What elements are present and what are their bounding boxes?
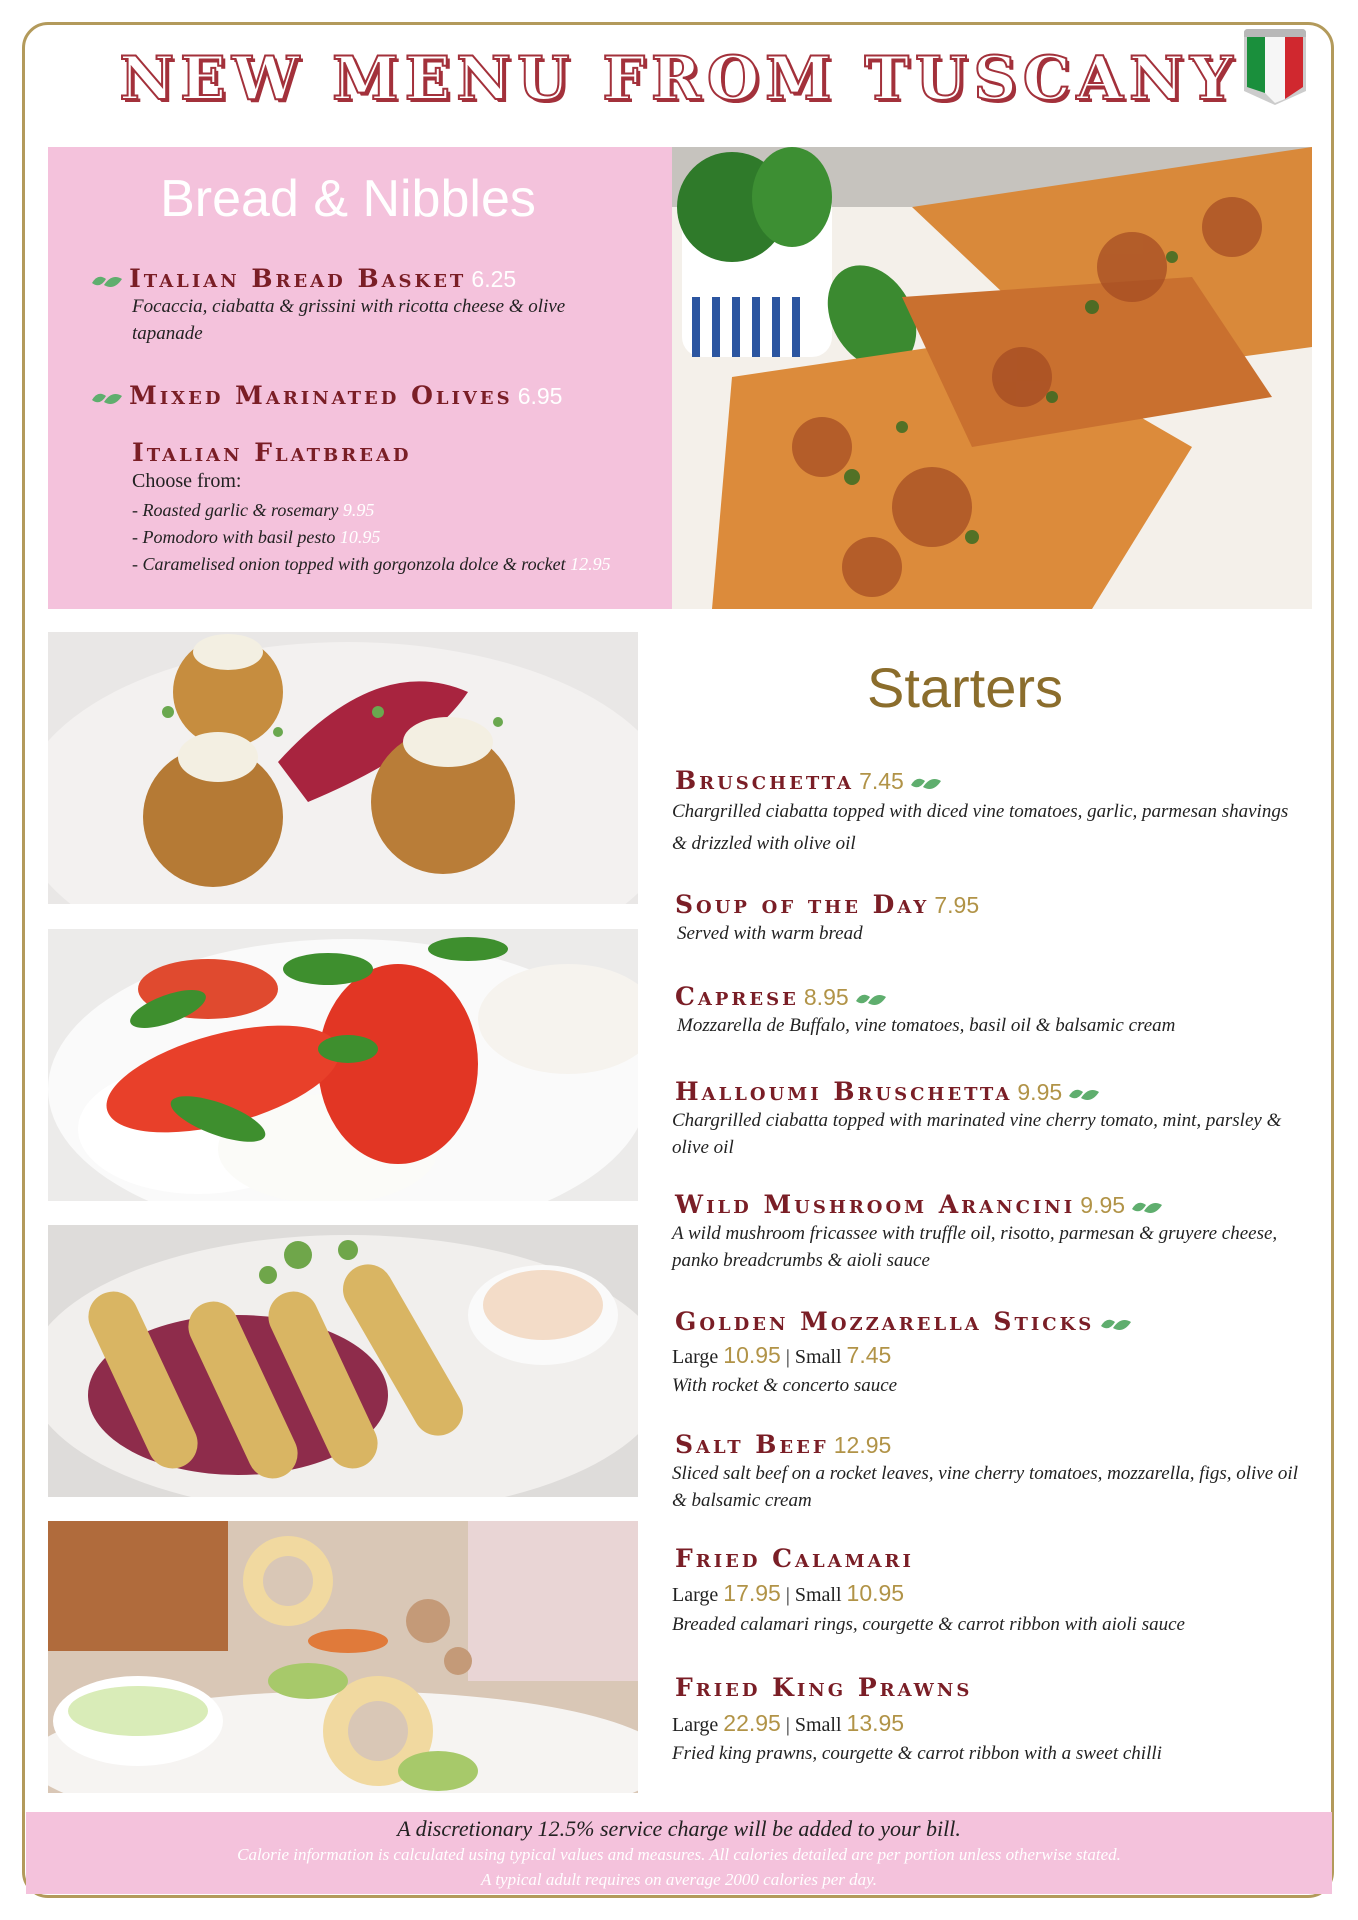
item-description: With rocket & concerto sauce	[672, 1375, 898, 1396]
vegetarian-leaf-icon	[1130, 1199, 1164, 1219]
item-name: Italian Flatbread	[132, 438, 412, 467]
menu-item-halloumi	[675, 1077, 1101, 1106]
item-size-prices: Large 22.95 | Small 13.95	[672, 1710, 905, 1736]
flatbread-option: - Roasted garlic & rosemary 9.95	[132, 500, 375, 520]
calamari-photo	[48, 1521, 638, 1793]
menu-item-flatbread	[132, 438, 412, 467]
item-name: Fried Calamari	[675, 1544, 914, 1573]
item-name: Caprese	[675, 982, 799, 1011]
menu-item-bread-basket	[90, 264, 650, 293]
item-name: Fried King Prawns	[675, 1673, 973, 1702]
item-price: 9.95	[1080, 1192, 1126, 1218]
menu-item-salt-beef	[675, 1430, 891, 1459]
calorie-note: Calorie information is calculated using typical values and measures. All calories detailed are per portion unless otherwise stated.	[237, 1845, 1121, 1864]
italian-flag-icon	[1240, 27, 1310, 107]
item-description: Breaded calamari rings, courgette & carrot ribbon with aioli sauce	[672, 1614, 1185, 1635]
vegetarian-leaf-icon	[854, 991, 888, 1011]
bread-nibbles-panel	[48, 147, 672, 609]
vegetarian-leaf-icon	[909, 775, 943, 795]
item-description: Chargrilled ciabatta topped with marinated vine cherry tomato, mint, parsley & olive oil	[672, 1110, 1282, 1158]
item-description: Fried king prawns, courgette & carrot ribbon with a sweet chilli	[672, 1743, 1162, 1764]
item-price: 9.95	[1017, 1079, 1063, 1105]
item-name: Halloumi Bruschetta	[675, 1077, 1013, 1106]
item-description: Sliced salt beef on a rocket leaves, vine cherry tomatoes, mozzarella, figs, olive oil & balsamic cream	[672, 1463, 1298, 1511]
item-description: A wild mushroom fricassee with truffle oil, risotto, parmesan & gruyere cheese, panko breadcrumbs & aioli sauce	[672, 1223, 1278, 1271]
item-name: Mixed Marinated Olives	[129, 381, 513, 410]
item-price: 7.95	[934, 892, 980, 918]
menu-item-soup	[675, 890, 979, 919]
page-title: NEW MENU FROM TUSCANY	[119, 44, 1239, 114]
item-price: 8.95	[803, 984, 849, 1010]
section-title-starters: Starters	[866, 656, 1064, 719]
vegetarian-leaf-icon	[1067, 1086, 1101, 1106]
footer-notice	[26, 1812, 1332, 1894]
item-price: 6.25	[471, 266, 517, 292]
mozzarella-sticks-photo	[48, 1225, 638, 1497]
item-name: Golden Mozzarella Sticks	[675, 1307, 1095, 1336]
item-description: Chargrilled ciabatta topped with diced vine tomatoes, garlic, parmesan shavings & drizzled with olive oil	[672, 801, 1289, 854]
menu-item-king-prawns	[675, 1673, 972, 1702]
item-name: Bruschetta	[675, 766, 854, 795]
menu-item-olives	[90, 381, 650, 410]
item-size-prices: Large 10.95 | Small 7.45	[672, 1342, 892, 1368]
item-name: Salt Beef	[675, 1430, 829, 1459]
flatbread-choose: Choose from:	[132, 470, 242, 492]
item-name: Wild Mushroom Arancini	[675, 1190, 1076, 1219]
menu-item-arancini	[675, 1190, 1164, 1219]
flatbread-option: - Pomodoro with basil pesto 10.95	[132, 527, 381, 547]
menu-item-calamari	[675, 1544, 914, 1573]
menu-item-mozzarella-sticks	[675, 1307, 1133, 1336]
vegetarian-leaf-icon	[90, 390, 124, 410]
item-name: Italian Bread Basket	[129, 264, 467, 293]
caprese-photo	[48, 929, 638, 1201]
calorie-note-2: A typical adult requires on average 2000 calories per day.	[481, 1870, 877, 1889]
vegetarian-leaf-icon	[1099, 1316, 1133, 1336]
item-price: 12.95	[833, 1432, 892, 1458]
menu-item-caprese	[675, 982, 888, 1011]
item-description: Served with warm bread	[677, 923, 863, 944]
menu-item-bruschetta	[675, 766, 943, 795]
item-description: Mozzarella de Buffalo, vine tomatoes, basil oil & balsamic cream	[677, 1015, 1176, 1036]
service-charge-note: A discretionary 12.5% service charge will be added to your bill.	[397, 1816, 961, 1841]
item-size-prices: Large 17.95 | Small 10.95	[672, 1580, 905, 1606]
arancini-photo	[48, 632, 638, 904]
flatbread-option: - Caramelised onion topped with gorgonzola dolce & rocket 12.95	[132, 554, 611, 574]
item-price: 7.45	[859, 768, 904, 794]
item-name: Soup of the Day	[675, 890, 930, 919]
vegetarian-leaf-icon	[90, 273, 124, 293]
item-price: 6.95	[517, 383, 563, 409]
section-title-bread: Bread & Nibbles	[160, 170, 536, 228]
item-description: Focaccia, ciabatta & grissini with ricotta cheese & olive tapanade	[132, 296, 566, 344]
flatbread-photo	[672, 147, 1312, 609]
